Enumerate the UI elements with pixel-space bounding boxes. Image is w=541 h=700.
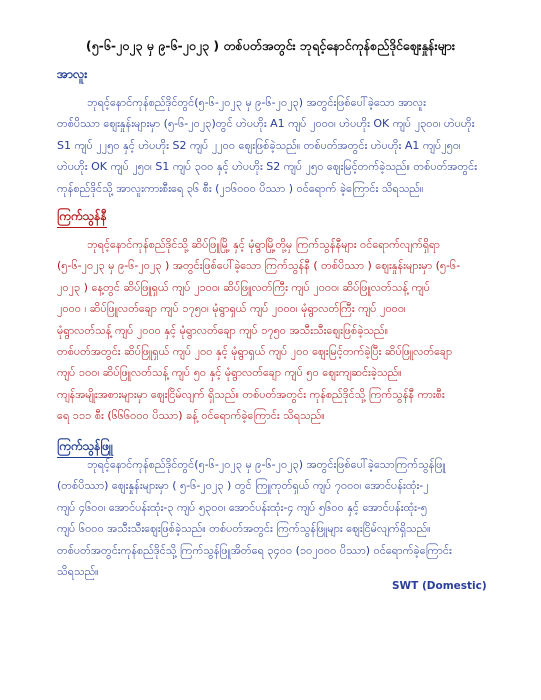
paragraph-line: တစ်ပတ်အတွင်း ဆိပ်ဖြူရှယ် ကျပ် ၂၀၀ နှင့် မုံရွာရှယ် ကျပ် ၂၀၀ ဈေးမြင့်တက်ခဲ့ပြီး ဆိပ်ဖြူလတ်ချော (57, 344, 453, 358)
paragraph-line: သိရသည်။ (57, 564, 99, 578)
paragraph-line: ကုန်စည်ဒိုင်သို့ အာလူးကားစီးရေ ၃၆ စီး (၂၁၆၀၀၀ ပိဿာ ) ဝင်ရောက် ခဲ့ကြောင်း သိရသည်။ (57, 181, 424, 195)
paragraph-line: (တစ်ပိဿာ) ဈေးနှုန်းများမှာ ( ၅-၆-၂၀၂၃ ) တွင် ကြူကုတ်ရှယ် ကျပ် ၇၀၀၀၊ အောင်ပန်းထုံး-၂ (57, 479, 429, 493)
signature-label: SWT (Domestic) (392, 580, 487, 592)
paragraph-garlic (57, 454, 489, 582)
paragraph-line: ကျပ် ၁၀၀၊ ဆိပ်ဖြူလတ်သန့် ကျပ် ၅၀ နှင့် မုံရွာလတ်ချော ကျပ် ၅၀ ဈေးကျဆင်းခဲ့သည်။ (57, 366, 402, 380)
section-heading-potato (57, 66, 87, 84)
paragraph-line: ကျပ် ၄၆၀၀၊ အောင်ပန်းထုံး-၃ ကျပ် ၅၃၀၀၊ အောင်ပန်းထုံး-၄ ကျပ် ၅၆၀၀ နှင့် အောင်ပန်းထုံး-၅ (57, 500, 428, 514)
paragraph-line: တစ်ပိဿာ ဈေးနှုန်းများမှာ (၅-၆-၂၀၂၃)တွင် ဟဲပဟိုး A1 ကျပ် ၂၀၀၀၊ ဟဲပဟိုး OK ကျပ် ၂၃၀၀၊ ဟဲပဟိုး (57, 117, 475, 131)
paragraph-line: ၂၀၂၃ ) နေ့တွင် ဆိပ်ဖြူရှယ် ကျပ် ၂၁၀၀၊ ဆိပ်ဖြူလတ်ကြီး ကျပ် ၂၀၀၀၊ ဆိပ်ဖြူလတ်သန့် ကျပ် (57, 280, 431, 294)
paragraph-line: ကျပ် ၆၀၀၀ အသီးသီးဈေးဖြစ်ခဲ့သည်။ တစ်ပတ်အတွင်း ကြက်သွန်ဖြူများ ဈေးငြိမ်လျက်ရှိသည်။ (57, 522, 431, 536)
page-title: (၅-၆-၂၀၂၃ မှ ၉-၆-၂၀၂၃ ) တစ်ပတ်အတွင်း ဘုရင့်နောင်ကုန်စည်ဒိုင်ဈေးနှုန်းများ (85, 38, 456, 53)
paragraph-line: တစ်ပတ်အတွင်းကုန်စည်ဒိုင်သို့ ကြက်သွန်ဖြူအိတ်ရေ ၃၄၀၀ (၁၀၂၀၀၀ ပိဿာ) ဝင်ရောက်ခဲ့ကြောင်း (57, 543, 452, 557)
paragraph-line: ကျန်အမျိုးအစားများမှာ ဈေးငြိမ်လျက် ရှိသည်။ တစ်ပတ်အတွင်း ကုန်စည်ဒိုင်သို့ ကြက်သွန်နီ ကားစီး (57, 387, 445, 401)
heading-text: ကြက်သွန်နီ (57, 208, 107, 228)
paragraph-line: ၂၀၀၀ ၊ ဆိပ်ဖြူလတ်ချော ကျပ် ၁၇၅၀၊ မုံရွာရှယ် ကျပ် ၂၀၀၀၊ မုံရွာလတ်ကြီး ကျပ် ၂၀၀၀၊ (57, 302, 406, 316)
heading-text: အာလူး (57, 67, 88, 81)
paragraph-line: မုံရွာလတ်သန့် ကျပ် ၂၀၀၀ နှင့် မုံရွာလတ်ချော ကျပ် ၁၇၅၀ အသီးသီးဈေးဖြစ်ခဲ့သည်။ (57, 323, 389, 337)
paragraph-line: ဟဲပဟိုး OK ကျပ် ၂၅၀၊ S1 ကျပ် ၃၀၀ နှင့် ဟဲပဟိုး S2 ကျပ် ၂၅၀ ဈေးမြင့်တက်ခဲ့သည်။ တစ်ပတ်အတွင်း (57, 160, 478, 174)
paragraph-line: ဘုရင့်နောင်ကုန်စည်ဒိုင်တွင်(၅-၆-၂၀၂၃ မှ ၉-၆-၂၀၂၃) အတွင်းဖြစ်ပေါ်ခဲ့သော အာလူး (87, 96, 426, 109)
paragraph-potato (57, 92, 489, 199)
paragraph-line: (၅-၆-၂၀၂၃ မှ ၉-၆-၂၀၂၃ ) အတွင်းဖြစ်ပေါ်ခဲ့သော ကြက်သွန်နီ ( တစ်ပိဿာ ) ဈေးနှုန်းများမှာ (၅-၆- (57, 259, 461, 273)
paragraph-onion (57, 234, 489, 427)
section-heading-onion (57, 208, 107, 228)
paragraph-line: ရေ ၁၁၁ စီး (၆၆၆၀၀၀ ပိဿာ) ခန့် ဝင်ရောက်ခဲ့ကြောင်း သိရသည်။ (57, 409, 325, 423)
paragraph-line: ဘုရင့်နောင်ကုန်စည်ဒိုင်တွင်(၅-၆-၂၀၂၃ မှ ၉-၆-၂၀၂၃) အတွင်းဖြစ်ပေါ်ခဲ့သောကြက်သွန်ဖြူ (87, 458, 446, 471)
heading-text: ကြက်သွန်ဖြူ (57, 438, 113, 458)
paragraph-line: S1 ကျပ် ၂၂၅၀ နှင့် ဟဲပဟိုး S2 ကျပ် ၂၂၀၀ ဈေးဖြစ်ခဲ့သည်။ တစ်ပတ်အတွင်း ဟဲပဟိုး A1 ကျပ်၂၅၀၊ (57, 138, 461, 152)
paragraph-line: ဘုရင့်နောင်ကုန်စည်ဒိုင်သို့ ဆိပ်ဖြူမြို့ နှင့် မုံရွာမြို့တို့မှ ကြက်သွန်နီများ ဝင်ရောက်လျက်ရှိရာ (87, 238, 440, 251)
